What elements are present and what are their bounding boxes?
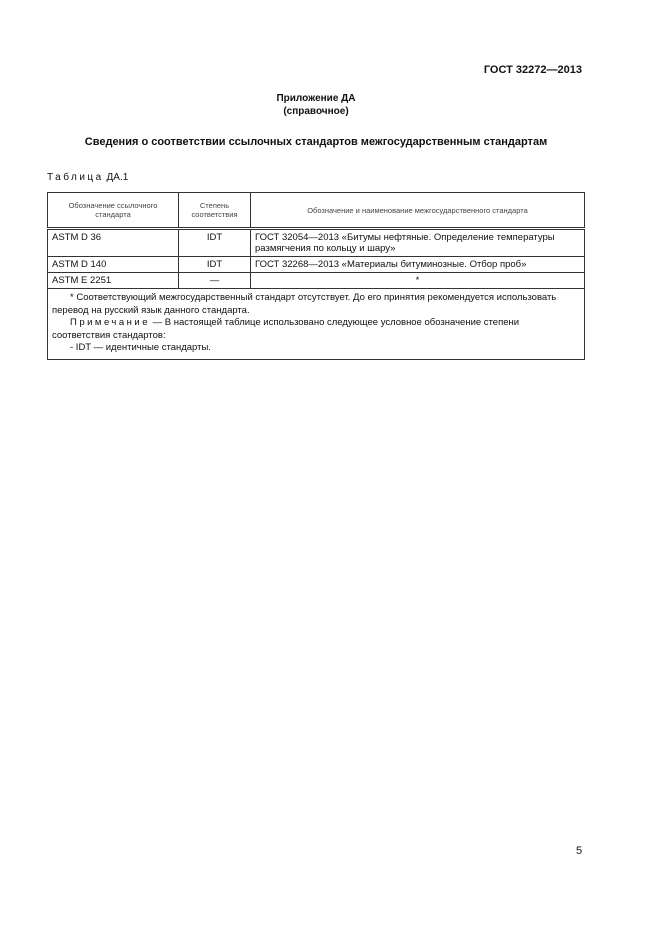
- table-notes-row: [48, 289, 585, 360]
- table-label-number: ДА.1: [106, 172, 129, 183]
- table-row: [48, 273, 585, 289]
- standards-table: [47, 192, 585, 360]
- header-ref-standard: Обозначение ссылочного стандарта: [48, 193, 179, 229]
- table-row: [48, 229, 585, 257]
- cell-ref: ASTM D 140: [48, 257, 179, 273]
- header-interstate-standard: Обозначение и наименование межгосударственного стандарта: [251, 193, 585, 229]
- note-label: Примечание: [70, 317, 150, 328]
- cell-standard: *: [251, 273, 585, 289]
- appendix-heading: [0, 92, 632, 118]
- cell-standard: ГОСТ 32054—2013 «Битумы нефтяные. Определение температуры размягчения по кольцу и шару»: [251, 229, 585, 257]
- appendix-title: Приложение ДА: [276, 93, 356, 104]
- section-title: Сведения о соответствии ссылочных стандартов межгосударственным стандартам: [84, 136, 548, 148]
- cell-standard: ГОСТ 32268—2013 «Материалы битуминозные. Отбор проб»: [251, 257, 585, 273]
- cell-degree: —: [179, 273, 251, 289]
- cell-ref: ASTM E 2251: [48, 273, 179, 289]
- footnote: * Соответствующий межгосударственный стандарт отсутствует. До его принятия рекомендуется использовать перевод на русский язык данного стандарта.: [52, 292, 557, 316]
- table-label: [47, 172, 128, 183]
- note: [52, 317, 580, 342]
- note-item: - IDT — идентичные стандарты.: [70, 342, 211, 353]
- note-text: — В настоящей таблице использовано следующее условное обозначение степени соответствия стандартов:: [52, 317, 520, 341]
- table-header-row: [48, 193, 585, 229]
- cell-ref: ASTM D 36: [48, 229, 179, 257]
- document-id: ГОСТ 32272—2013: [483, 64, 582, 76]
- table-notes: [48, 289, 585, 360]
- table-row: [48, 257, 585, 273]
- table-label-word: Таблица: [47, 172, 104, 183]
- appendix-subtitle: (справочное): [283, 106, 349, 117]
- cell-degree: IDT: [179, 257, 251, 273]
- cell-degree: IDT: [179, 229, 251, 257]
- header-degree: Степень соответствия: [179, 193, 251, 229]
- page-number: 5: [576, 845, 583, 857]
